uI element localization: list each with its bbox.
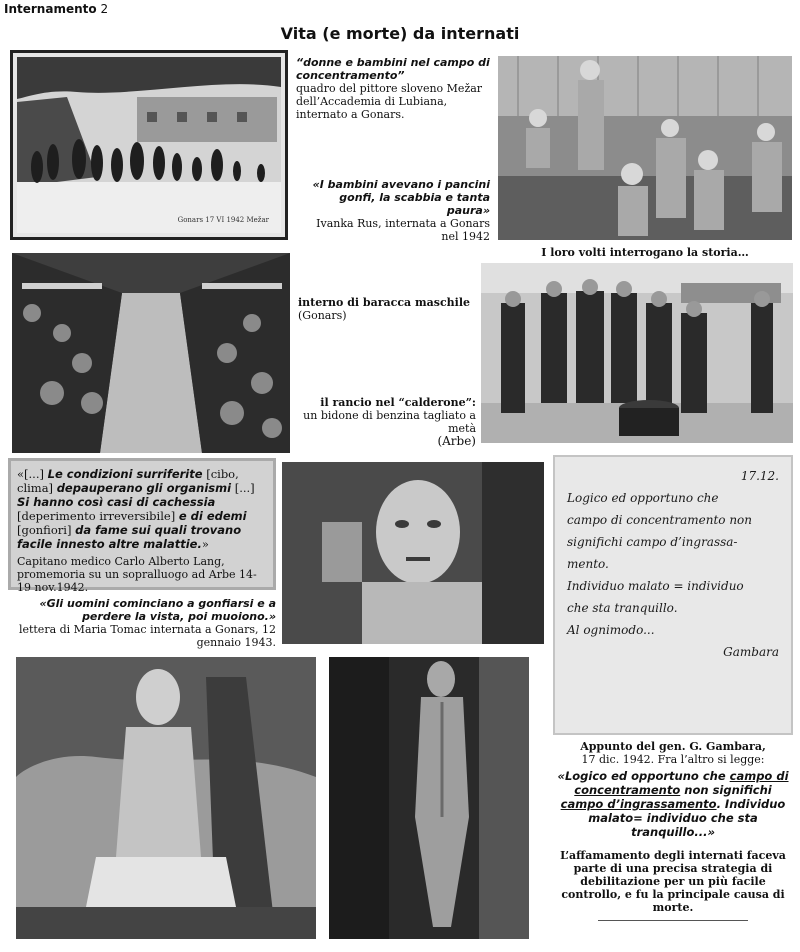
rancio-photo [481,263,793,443]
lang-quote-box [8,458,276,594]
gambara-handwritten-note [553,455,793,735]
section-label: Internamento [4,2,97,16]
barracks-caption-title: interno di baracca maschile [298,296,471,309]
children-quote-source: Ivanka Rus, internata a Gonars nel 1942 [316,217,490,243]
note-signature: Gambara [723,645,779,659]
note-line: Al ognimodo... [567,623,655,637]
painting-signature: Gonars 17 VI 1942 Mežar [177,216,269,224]
note-caption-date: 17 dic. 1942. Fra l’altro si legge: [581,753,765,766]
note-line: campo di concentramento non [567,513,752,527]
painting-caption [296,56,496,121]
tomac-quote-block [8,597,276,649]
painting-caption-text: quadro del pittore sloveno Mežar dell’Accademia di Lubiana, internato a Gonars. [296,82,483,121]
note-caption-title: Appunto del gen. G. Gambara, [580,740,766,753]
lang-quote-part: depauperano gli organismi [56,481,232,495]
lang-quote-source: Capitano medico Carlo Alberto Lang, promemoria su un sopralluogo ad Arbe 14-19 nov.1942. [17,555,257,594]
note-line: 17.12. [740,469,779,483]
note-quote-part: non significhi [680,783,772,797]
rancio-caption-text: un bidone di benzina tagliato a metà [303,409,476,435]
note-quote-part: campo d’ingrassamento [560,797,717,811]
note-caption [553,740,793,921]
note-line: significhi campo d’ingrassa- [567,535,738,549]
face-photo [282,462,544,644]
children-photo-caption: I loro volti interrogano la storia… [541,246,749,259]
painting-caption-quote: “donne e bambini nel campo di concentramento” [296,56,490,82]
note-quote-part: «Logico ed opportuno che [557,769,730,783]
page-header [4,2,108,16]
note-line: Individuo malato = individuo [567,579,744,593]
lang-quote-part: » [201,537,209,551]
barracks-caption-place: (Gonars) [298,309,347,322]
conclusion-text: L’affamamento degli internati faceva parte di una precisa strategia di debilitazione per un più facile controllo, e fu la principale causa di morte. [560,849,786,914]
children-quote-block [300,178,490,243]
closing-divider [598,920,748,921]
note-line: Logico ed opportuno che [567,491,719,505]
children-quote: «I bambini avevano i pancini gonfi, la scabbia e tanta paura» [312,178,490,217]
lang-quote-part: Si hanno così casi di cachessia [17,495,216,509]
lang-quote-part: [deperimento irreversibile] [17,509,179,523]
note-quote-part: . Individuo malato= individuo che sta tranquillo...» [588,797,786,839]
painting-image [17,57,281,233]
note-line: mento. [567,557,609,571]
note-line: che sta tranquillo. [567,601,678,615]
rancio-caption-place: (Arbe) [437,434,476,448]
barracks-photo [12,253,290,453]
painting-frame [10,50,288,240]
lang-quote-part: «[...] [17,467,48,481]
lang-quote-part: da fame sui quali trovano facile innesto altre malattie. [17,523,242,551]
lang-quote-part: e di edemi [178,509,247,523]
tomac-quote-source: lettera di Maria Tomac internata a Gonars, 12 gennaio 1943. [18,623,276,649]
page-title: Vita (e morte) da internati [280,24,520,43]
note-quote [553,769,793,839]
tomac-quote: «Gli uomini cominciano a gonfiarsi e a perdere la vista, poi muoiono.» [39,597,276,623]
emaciated-man-photo [16,657,316,939]
page-number: 2 [100,2,109,16]
standing-figure-photo [329,657,529,939]
barracks-caption [298,296,478,322]
children-photo [498,56,792,240]
note-quote-part: campo di concentramento [574,769,789,797]
lang-quote-part: [gonfiori] [17,523,76,537]
lang-quote [17,467,267,551]
lang-quote-part: [...] [231,481,255,495]
lang-quote-part: [cibo, clima] [17,467,239,495]
lang-quote-part: Le condizioni surriferite [47,467,203,481]
rancio-caption [300,396,476,448]
rancio-caption-title: il rancio nel “calderone”: [320,396,476,409]
